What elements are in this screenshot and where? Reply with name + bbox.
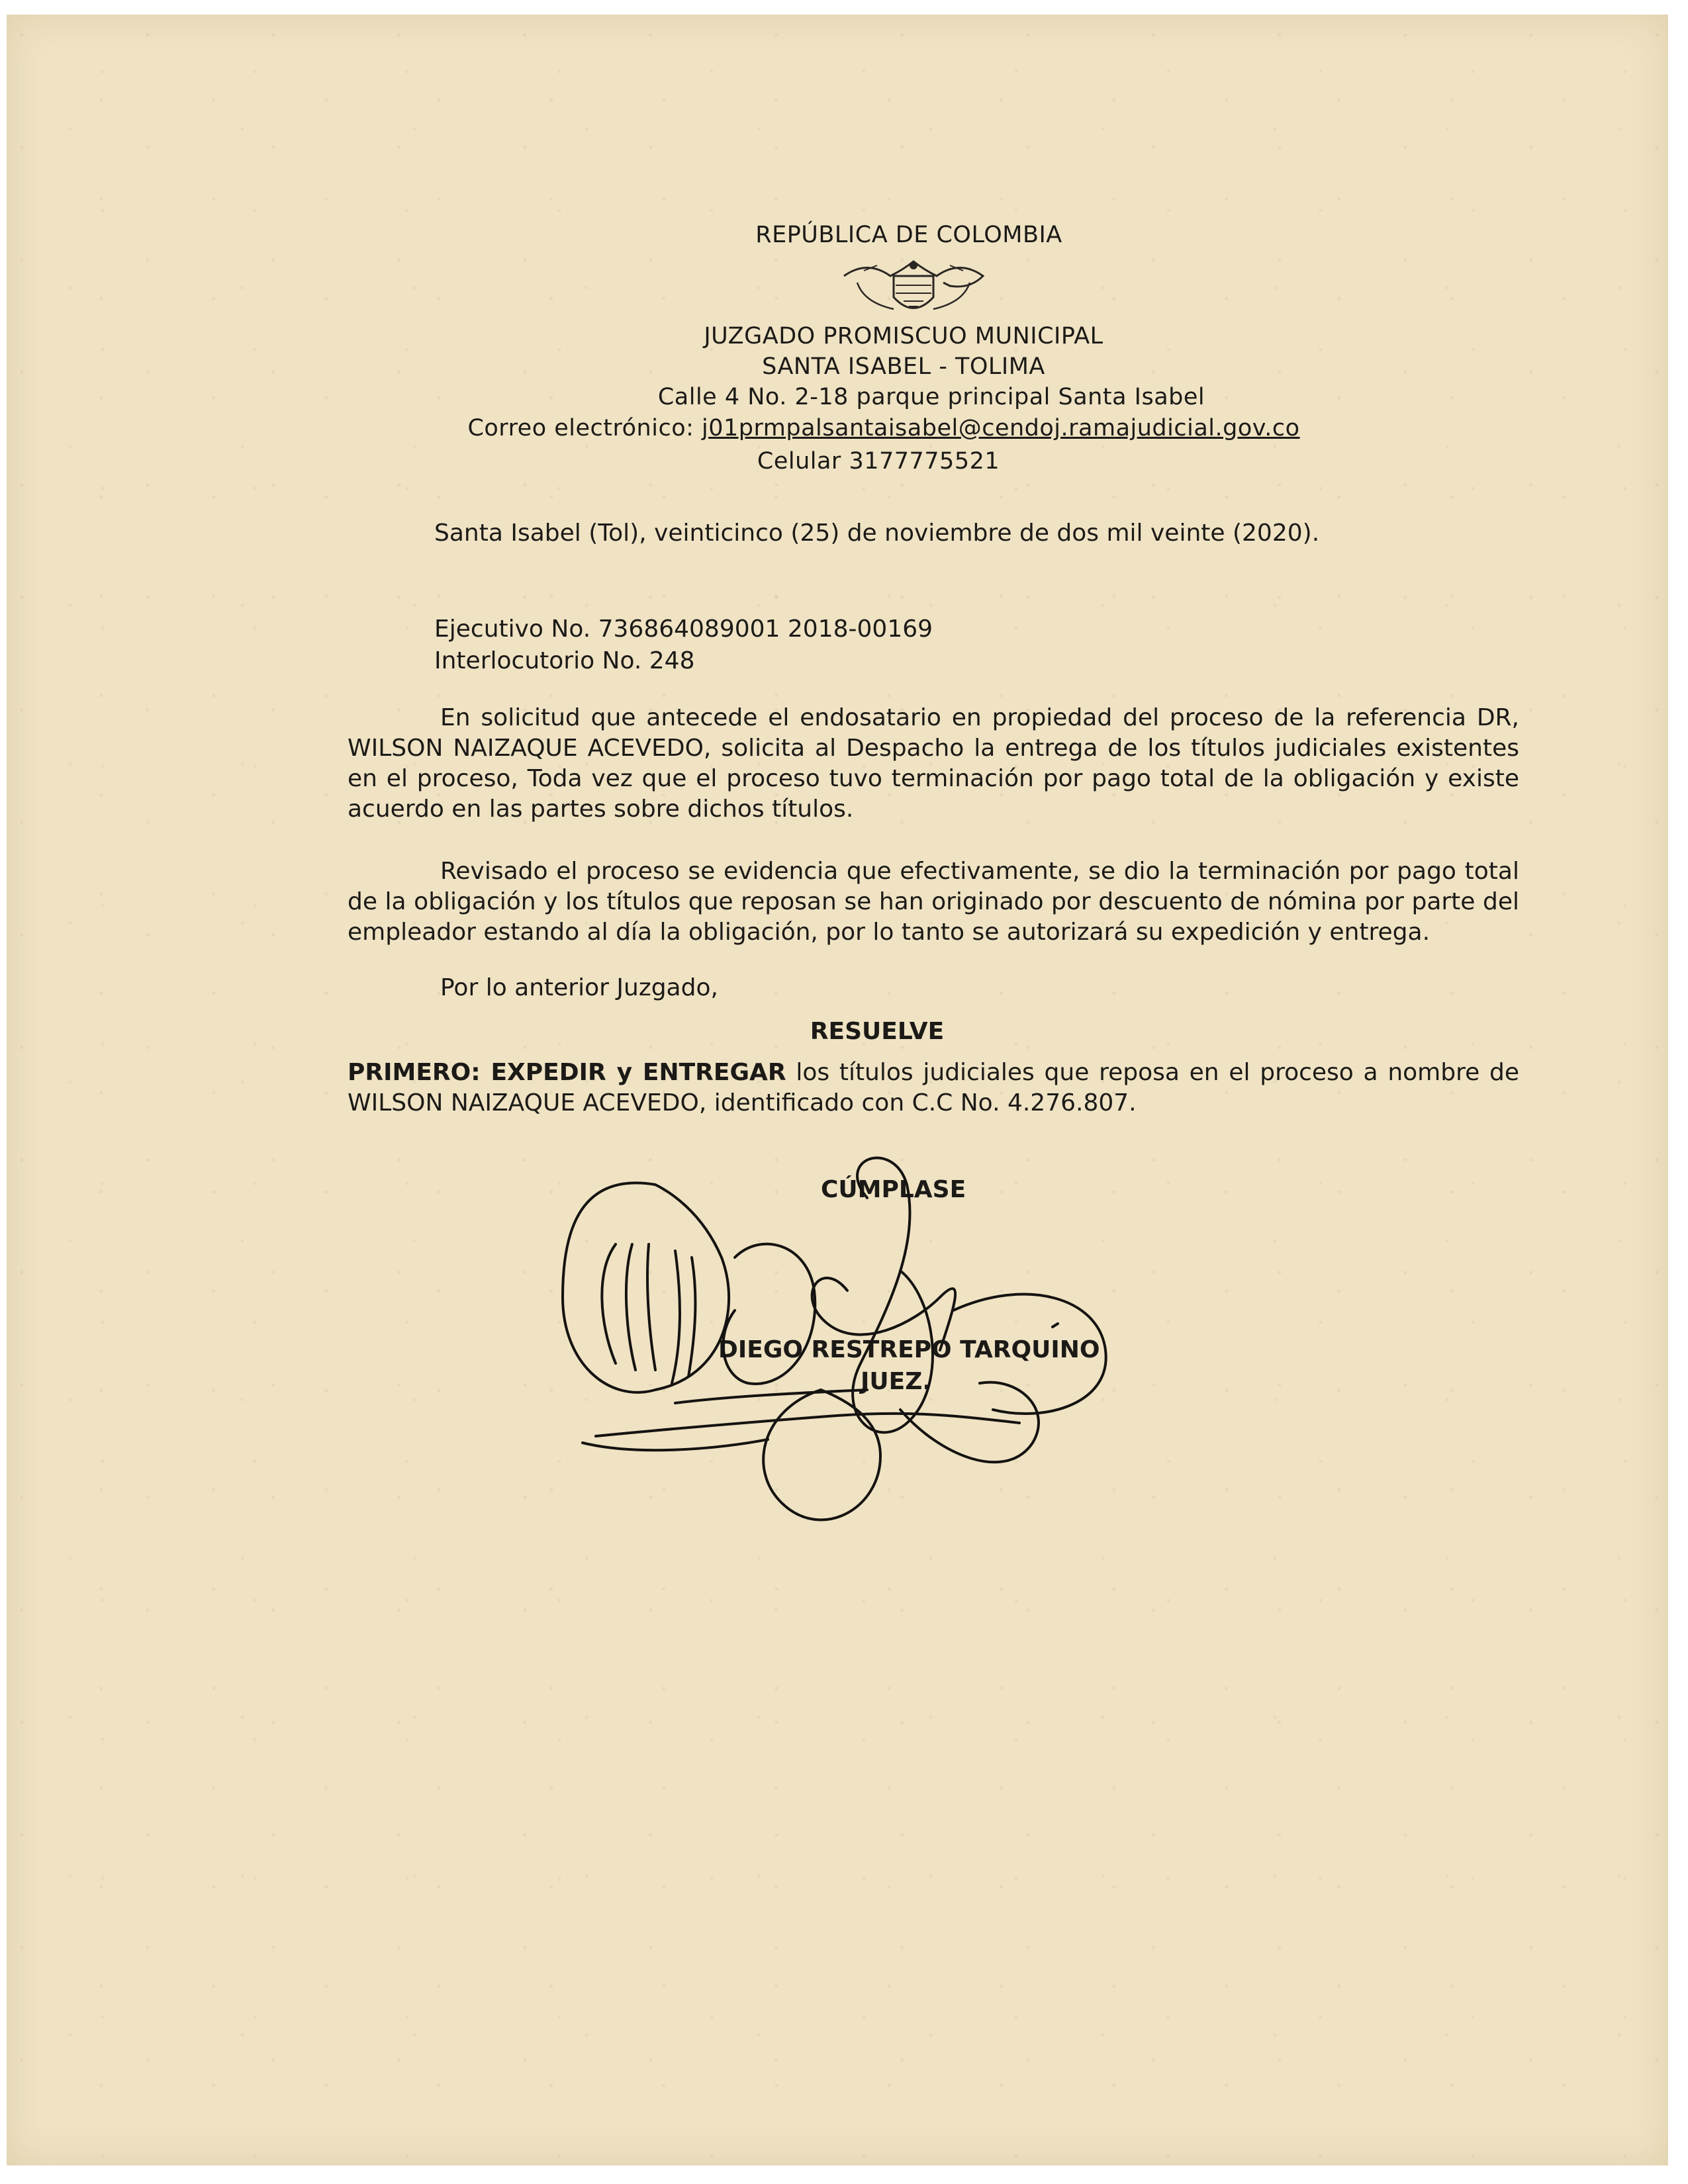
country-heading: REPÚBLICA DE COLOMBIA — [755, 222, 1062, 248]
judge-title: JUEZ. — [861, 1368, 931, 1395]
resolve-heading: RESUELVE — [810, 1018, 945, 1045]
primero-lead: PRIMERO: EXPEDIR y ENTREGAR — [348, 1059, 786, 1086]
judge-name: DIEGO RESTREPO TARQUINO — [718, 1336, 1100, 1363]
court-location: SANTA ISABEL - TOLIMA — [762, 353, 1045, 380]
paragraph-request: En solicitud que antecede el endosatario en propiedad del proceso de la referencia DR, WILSON NAIZAQUE ACEVEDO, solicita al Despacho la entrega de los títulos judiciales existentes en el proceso, Toda vez que el proceso tuvo terminación por pago total de la obligación y existe acuerdo en las partes sobre dichos títulos. — [348, 704, 1519, 823]
cumplase-text: CÚMPLASE — [821, 1176, 966, 1203]
email-link[interactable]: j01prmpalsantaisabel@cendoj.ramajudicial.gov.co — [702, 415, 1300, 441]
paragraph-primero — [348, 1058, 1519, 1118]
case-number: Ejecutivo No. 736864089001 2018-00169 — [434, 615, 933, 643]
coat-of-arms-icon — [837, 256, 990, 322]
court-name: JUZGADO PROMISCUO MUNICIPAL — [704, 323, 1103, 349]
court-email-line — [40, 414, 1688, 443]
primero-text: los títulos judiciales que reposa en el proceso a nombre de WILSON NAIZAQUE ACEVEDO, identificado con C.C No. 4.276.807. — [348, 1059, 1519, 1116]
paragraph-conclusion: Por lo anterior Juzgado, — [440, 974, 718, 1001]
court-address: Calle 4 No. 2-18 parque principal Santa Isabel — [657, 384, 1205, 410]
email-label: Correo electrónico: — [467, 415, 694, 441]
paragraph-review: Revisado el proceso se evidencia que efectivamente, se dio la terminación por pago total de la obligación y los títulos que reposan se han originado por descuento de nómina por parte del empleador estando al día la obligación, por lo tanto se autorizará su expedición y entrega. — [348, 858, 1519, 946]
court-phone: Celular 3177775521 — [757, 448, 1000, 475]
interlocutorio-number: Interlocutorio No. 248 — [434, 647, 695, 674]
date-line: Santa Isabel (Tol), veinticinco (25) de noviembre de dos mil veinte (2020). — [434, 520, 1320, 547]
